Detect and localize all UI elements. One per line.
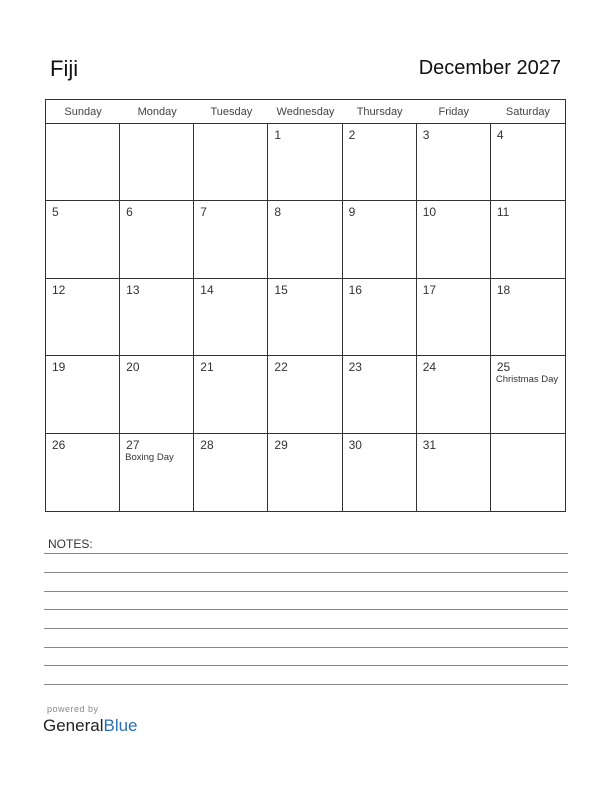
day-cell xyxy=(417,356,491,433)
day-cell xyxy=(46,124,120,201)
notes-line xyxy=(44,665,568,666)
day-number: 15 xyxy=(274,282,288,297)
day-number: 11 xyxy=(496,205,510,220)
notes-line xyxy=(44,609,568,610)
day-cell xyxy=(343,434,417,511)
day-cell xyxy=(417,201,491,278)
holiday-label: Christmas Day xyxy=(495,374,559,386)
day-number: 16 xyxy=(348,282,362,297)
day-cell xyxy=(120,356,194,433)
day-number: 25 xyxy=(496,360,511,375)
day-cell xyxy=(46,279,120,356)
day-number: 27 xyxy=(126,437,140,452)
day-cell xyxy=(120,434,194,511)
day-number: 8 xyxy=(274,205,282,220)
day-cell xyxy=(491,279,565,356)
brand-part2: Blue xyxy=(103,716,138,735)
day-cell xyxy=(491,434,565,511)
day-cell xyxy=(46,356,120,433)
day-number: 17 xyxy=(422,282,437,297)
day-cell xyxy=(491,356,565,433)
month-year-title: December 2027 xyxy=(418,57,561,79)
day-number: 12 xyxy=(52,282,66,297)
weekday-header: Saturday xyxy=(491,100,565,124)
day-cell xyxy=(46,434,120,511)
day-cell xyxy=(268,356,342,433)
day-number: 28 xyxy=(200,437,214,452)
day-number: 30 xyxy=(348,437,362,452)
notes-line xyxy=(44,553,568,554)
day-number: 13 xyxy=(126,282,140,297)
day-cell xyxy=(268,201,342,278)
notes-line xyxy=(44,684,568,685)
calendar-grid xyxy=(45,99,566,512)
day-cell xyxy=(194,279,268,356)
notes-line xyxy=(44,628,568,629)
day-number: 20 xyxy=(126,360,140,375)
day-cell xyxy=(417,434,491,511)
day-number: 18 xyxy=(496,282,511,297)
day-number: 7 xyxy=(200,205,207,220)
day-cell xyxy=(46,201,120,278)
day-cell xyxy=(343,279,417,356)
day-cell xyxy=(343,124,417,201)
day-number: 10 xyxy=(422,205,437,220)
brand-part1: General xyxy=(43,716,104,735)
weekday-header: Tuesday xyxy=(194,100,268,124)
brand-logo xyxy=(43,716,138,736)
day-cell xyxy=(268,124,342,201)
weekday-header: Monday xyxy=(120,100,194,124)
day-number: 22 xyxy=(274,360,288,375)
day-number: 3 xyxy=(422,128,430,142)
notes-line xyxy=(44,647,568,648)
day-number: 29 xyxy=(274,437,288,452)
day-number: 23 xyxy=(348,360,362,375)
day-cell xyxy=(194,201,268,278)
weekday-header: Wednesday xyxy=(268,100,342,124)
weekday-header: Sunday xyxy=(46,100,120,124)
day-number: 19 xyxy=(52,360,66,375)
day-cell xyxy=(194,356,268,433)
powered-by-text: powered by xyxy=(47,704,99,714)
day-number: 14 xyxy=(200,282,214,297)
day-cell xyxy=(417,279,491,356)
notes-title: NOTES: xyxy=(48,537,93,551)
day-cell xyxy=(194,124,268,201)
day-number: 21 xyxy=(200,360,214,375)
day-cell xyxy=(343,201,417,278)
notes-line xyxy=(44,572,568,573)
day-number: 5 xyxy=(52,205,59,220)
day-cell xyxy=(194,434,268,511)
day-number: 4 xyxy=(496,128,504,142)
country-title: Fiji xyxy=(50,56,79,81)
day-cell xyxy=(268,434,342,511)
day-cell xyxy=(417,124,491,201)
day-cell xyxy=(343,356,417,433)
day-number: 1 xyxy=(274,128,282,142)
weekday-header: Friday xyxy=(417,100,491,124)
day-number: 24 xyxy=(422,360,437,375)
day-cell xyxy=(120,279,194,356)
day-number: 9 xyxy=(348,205,356,220)
notes-line xyxy=(44,591,568,592)
day-number: 31 xyxy=(422,437,437,452)
day-cell xyxy=(120,124,194,201)
holiday-label: Boxing Day xyxy=(125,451,174,463)
day-number: 26 xyxy=(52,437,66,452)
day-cell xyxy=(120,201,194,278)
day-cell xyxy=(491,124,565,201)
day-cell xyxy=(491,201,565,278)
weekday-header: Thursday xyxy=(343,100,417,124)
day-number: 6 xyxy=(126,205,133,220)
day-number: 2 xyxy=(348,128,356,142)
day-cell xyxy=(268,279,342,356)
